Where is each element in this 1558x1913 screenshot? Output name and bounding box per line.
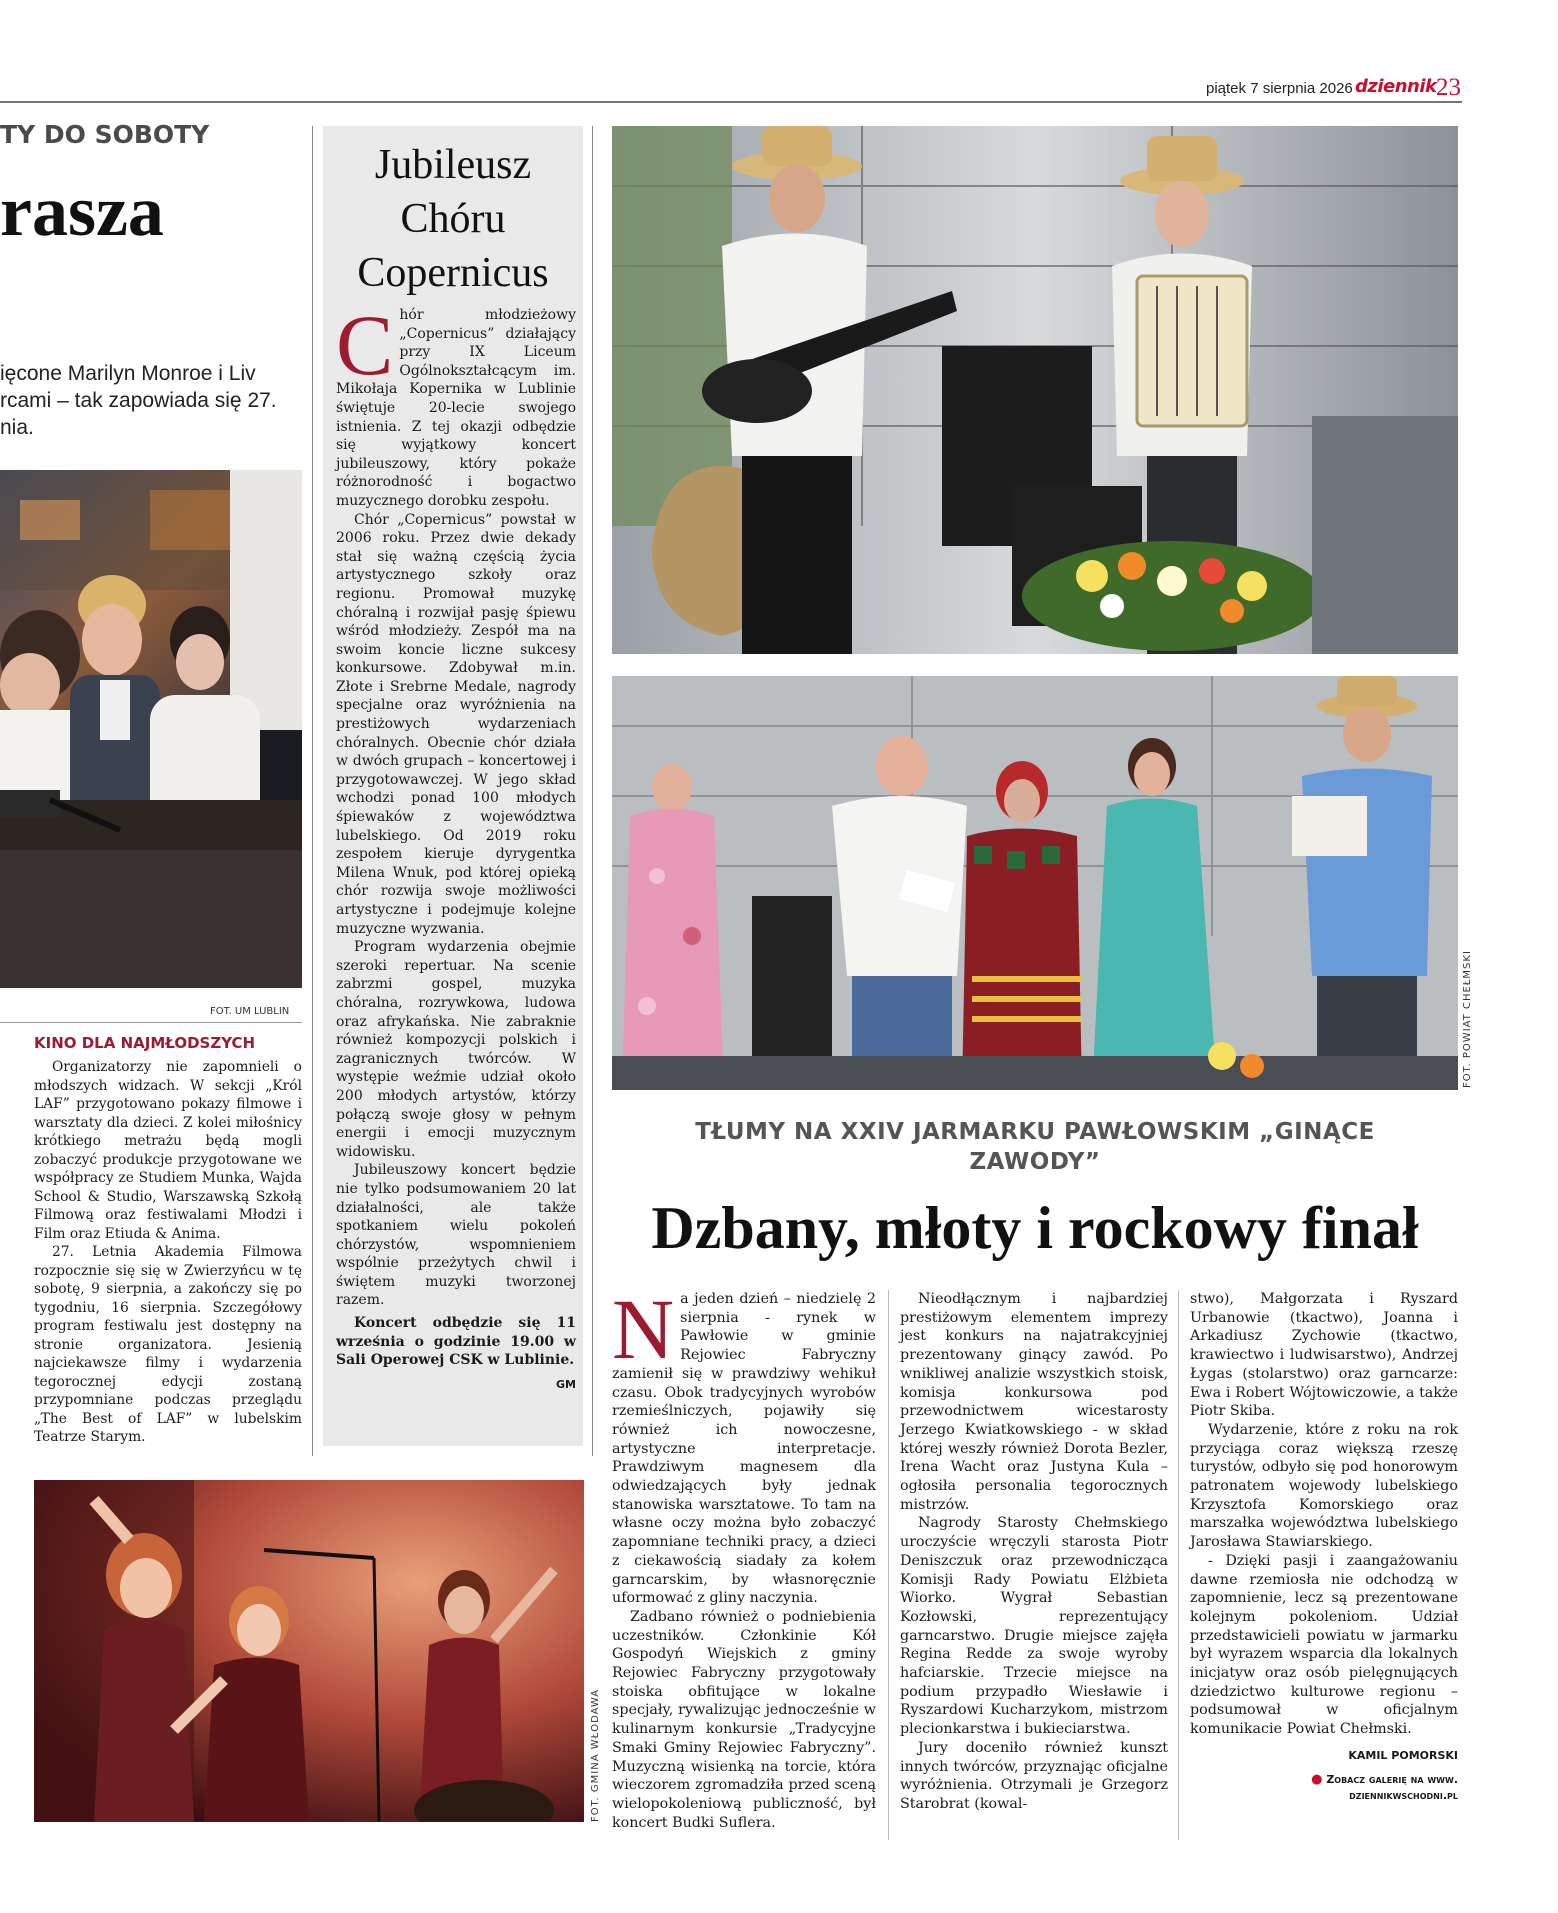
issue-date: piątek 7 sierpnia 2026 [1206,80,1353,97]
main-paragraph: Nieodłącznym i najbardziej prestiżowym elementem imprezy jest konkurs na najatrakcyjniej prezentowany ginący zawód. Po wnikliwej analizie wszystkich stoisk, komisja konkursowa pod przewodnictwem wicestarosty Jerzego Kwiatkowskiego - w skład której weszły również Dorota Bezler, Irena Wacht oraz Justyna Kula – ogłosiła personalia tegorocznych mistrzów. [900,1291,1168,1513]
main-dropcap: N [612,1281,675,1377]
main-paragraph: Nagrody Starosty Chełmskiego uroczyście wręczyli starosta Piotr Deniszczuk oraz przewodnicząca Komisji Rady Powiatu Elżbieta Wiorko. Wygrał Sebastian Kozłowski, reprezentujący garncarstwo. Drugie miejsce zajęła Regina Redde za swoje wyroby hafciarskie. Trzecie miejsce na podium przypadło Wiesławie i Ryszardowi Kucharzykom, mistrzom plecionkarstwa i bukieciarstwa. [900,1515,1168,1738]
column-rule-right [592,126,593,1456]
dancers-photo [34,1480,584,1822]
choir-lead-text: hór młodzieżowy „Copernicus” działający przy IX Liceum Ogólnokształcącym im. Mikołaja Kopernika w Lublinie świętuje 20-lecie swojego istnienia. Z tej okazji odbędzie się wyjątkowy koncert jubileuszowy, który pokaże różnorodność i bogactwo muzycznego dorobku zespołu. [336,307,576,509]
musicians-photo [612,126,1458,654]
choir-dropcap: C [336,297,394,393]
main-paragraph: Wydarzenie, które z roku na rok przyciąga coraz większą rzeszę turystów, odbyło się pod honorowym patronatem wojewody lubelskiego Krzysztofa Komorskiego oraz marszałka województwa lubelskiego Jarosława Stawiarskiego. [1190,1421,1458,1551]
main-col-2 [900,1290,1168,1814]
press-conference-photo [0,470,302,988]
gallery-text-1: Zobacz galerię na www. [1326,1772,1458,1786]
choir-title-line-3: Copernicus [357,250,549,296]
left-body-paragraph: 27. Letnia Akademia Filmowa rozpocznie się się w Zwierzyńcu w tę sobotę, 9 sierpnia, a zakończy się po tygodniu, 16 sierpnia. Szczegółowy program festiwalu jest dostępny na stronie organizatora. Jesienią najciekawsze filmy i wydarzenia tegorocznej edycji zostaną przypomniane podczas przeglądu „The Best of LAF” w lubelskim Teatrze Starym. [34,1244,302,1445]
dancers-photo-credit: FOT. GMINA WŁODAWA [590,1688,601,1822]
choir-paragraph: Jubileuszowy koncert będzie nie tylko podsumowaniem 20 lat działalności, ale także spotkaniem wielu pokoleń chórzystów, wspomnieniem wspólnie przeżytych chwil i świętem muzyki tworzonej razem. [336,1162,576,1309]
column-rule-left [312,126,313,1456]
main-paragraph: - Dzięki pasji i zaangażowaniu dawne rzemiosła nie odchodzą w zapomnienie, lecz są prezentowane kolejnym pokoleniom. Udział przedstawicieli powiatu w jarmarku był wyrazem wsparcia dla lokalnych inicjatyw oraz osób pielęgnujących dziedzictwo kulturowe regionu – podsumował w oficjalnym komunikacie Powiat Chełmski. [1190,1552,1458,1738]
main-col-3 [1190,1290,1458,1804]
header [0,72,1460,104]
choir-closing: Koncert odbędzie się 11 września o godzinie 19.00 w Sali Operowej CSK w Lublinie. [336,1315,576,1369]
main-kicker: TŁUMY NA XXIV JARMARKU PAWŁOWSKIM „GINĄCE ZAWODY” [695,1119,1375,1175]
left-title: rasza [0,171,164,251]
main-col-rule-1 [888,1290,889,1840]
page-number: 23 [1436,74,1461,101]
choir-title-line-1: Jubileusz [374,142,532,188]
choir-paragraph: Chór „Copernicus” powstał w 2006 roku. Przez dwie dekady stał się ważną częścią życia artystycznego szkoły oraz regionu. Promował muzykę chóralną i rozwijał pasję śpiewu wśród młodzieży. Zespół ma na swoim koncie liczne sukcesy konkursowe. Zdobywał m.in. Złote i Srebrne Medale, nagrody specjalne oraz wyróżnienia na prestiżowych wydarzeniach chóralnych. Obecnie chór działa w dwóch grupach – koncertowej i przygotowawczej. W jego skład wchodzi ponad 100 młodych śpiewaków z województwa lubelskiego. Od 2019 roku zespołem kieruje dyrygentka Milena Wnuk, pod której opieką chór rozwija swoje możliwości artystyczne i podejmuje kolejne muzyczne wyzwania. [336,511,576,937]
left-photo-credit: FOT. UM LUBLIN [210,1006,290,1017]
main-col-rule-2 [1178,1290,1179,1840]
left-lead [0,360,277,441]
newspaper-logo: dziennik [1355,76,1437,97]
awards-photo [612,676,1458,1090]
choir-signature: GM [556,1377,576,1391]
main-paragraph: Jury doceniło również kunszt innych twórców, przyznając oficjalne wyróżnienia. Otrzymali je Grzegorz Starobrat (kowal- [900,1739,1168,1812]
choir-paragraph [336,297,576,511]
left-lead-line-3: nia. [0,416,34,439]
main-paragraph: Zadbano również o podniebienia uczestników. Członkinie Kół Gospodyń Wiejskich z gminy Rejowiec Fabryczny przygotowały stoiska obfitujące w lokalne specjały, rywalizując jednocześnie w kulinarnym konkursie „Tradycyjne Smaki Gminy Rejowiec Fabryczny”. Muzyczną wisienką na torcie, która wieczorem zgromadziła przed sceną wielopokoleniową publiczność, był koncert Budki Suflera. [612,1608,876,1831]
awards-photo-credit: FOT. POWIAT CHEŁMSKI [1462,950,1473,1088]
main-paragraph: stwo), Małgorzata i Ryszard Urbanowie (tkactwo), Joanna i Arkadiusz Zychowie (tkactwo, krawiectwo i ludwisarstwo), Andrzej Łygas (stolarstwo) oraz garncarze: Ewa i Robert Wójtowiczowie, a także Piotr Skiba. [1190,1291,1458,1420]
main-paragraph [612,1281,876,1608]
choir-paragraph: Program wydarzenia obejmie szeroki repertuar. Na scenie zabrzmi gospel, muzyka chóralna, rozrywkowa, ludowa oraz afrykańska. Nie zabraknie również kompozycji polskich i zagranicznych twórców. W występie weźmie udział około 200 młodych artystów, którzy połączą swoje głosy w pełnym energii i emocji muzycznym widowisku. [336,939,576,1160]
bullet-icon: ● [1311,1771,1323,1787]
choir-body [336,297,576,1394]
left-credit-rule [0,1022,302,1023]
main-title: Dzbany, młoty i rockowy finał [651,1195,1419,1261]
left-subhead: KINO DLA NAJMŁODSZYCH [34,1034,256,1052]
gallery-text-2: dziennikwschodni.pl [1349,1788,1458,1802]
left-lead-line-1: ięcone Marilyn Monroe i Liv [0,362,256,385]
left-body [34,1058,302,1447]
left-body-paragraph: Organizatorzy nie zapomnieli o młodszych widzach. W sekcji „Król LAF” przygotowano pokazy filmowe i warsztaty dla dzieci. Z kolei miłośnicy krótkiego metrażu będą mogli zobaczyć produkcje przygotowane we współpracy ze Studiem Munka, Wajda School & Studio, Warszawską Szkołą Filmową oraz festiwalami Młodzi i Film oraz Etiuda & Anima. [34,1059,302,1242]
main-lead-text: a jeden dzień – niedzielę 2 sierpnia - rynek w Pawłowie w gminie Rejowiec Fabryczny zamienił się w prawdziwy wehikuł czasu. Obok tradycyjnych wyrobów rzemieślniczych, pojawiły się również ich nowoczesne, artystyczne interpretacje. Prawdziwym magnesem dla odwiedzających były jednak stanowiska warsztatowe. To tam na własne oczy można było zobaczyć zapomniane techniki pracy, a dzieci z ciekawością siadały za kołem garncarskim, by własnoręcznie uformować z gliny naczynia. [612,1291,876,1607]
header-rule [0,101,1462,103]
choir-title [323,138,583,300]
choir-title-line-2: Chóru [400,196,506,242]
main-author: KAMIL POMORSKI [1348,1748,1458,1762]
gallery-link[interactable] [1190,1772,1458,1804]
left-lead-line-2: rcami – tak zapowiada się 27. [0,389,277,412]
main-col-1 [612,1281,876,1832]
left-kicker: TY DO SOBOTY [0,120,210,149]
